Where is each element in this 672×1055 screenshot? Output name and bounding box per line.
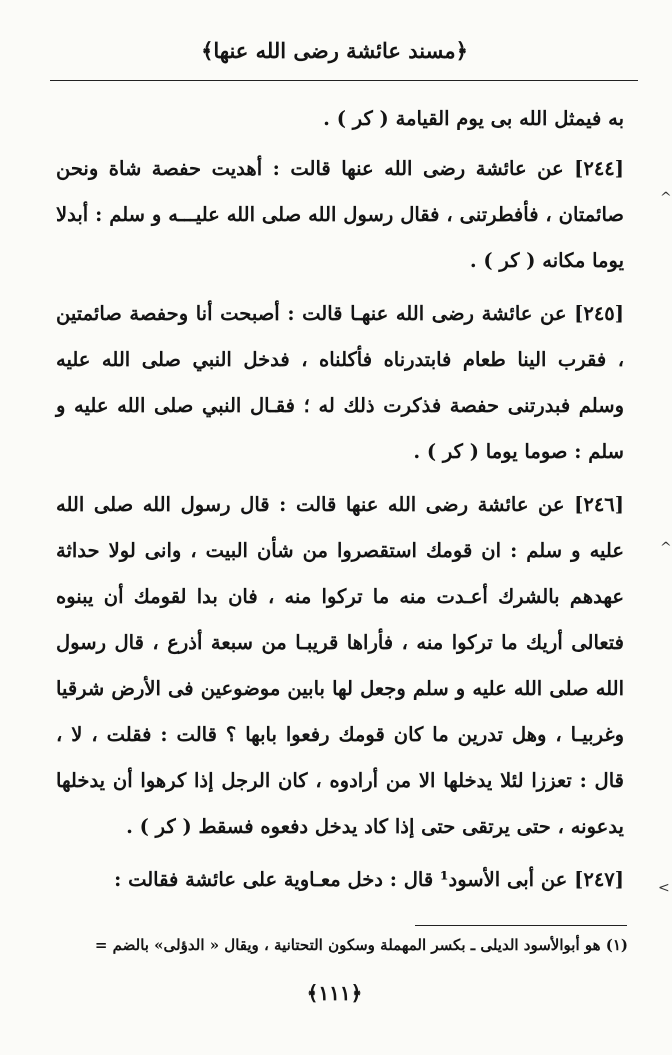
continuation-paragraph: به فيمثل الله بى يوم القيامة ( كر ) . bbox=[323, 107, 624, 130]
margin-mark-bottom: < bbox=[658, 880, 670, 896]
footnote: (١) هو أبوالأسود الديلى ـ بكسر المهملة وسكون التحتانية ، ويقال « الدؤلى» بالضم = bbox=[94, 936, 628, 954]
hadith-text-body bbox=[56, 96, 624, 910]
hadith-244: [٢٤٤] عن عائشة رضى الله عنها قالت : أهديت حفصة شاة ونحن صائمتان ، فأفطرتنى ، فقال رسول الله صلى الله عليـــه و سلم : أبدلا يوما مكانه ( كر ) . bbox=[56, 157, 624, 272]
margin-mark-middle: ^ bbox=[660, 540, 672, 556]
page-number: ﴿١١١﴾ bbox=[306, 981, 363, 1005]
hadith-247: [٢٤٧] عن أبى الأسود¹ قال : دخل معـاوية على عائشة فقالت : bbox=[114, 868, 624, 891]
margin-mark-top: ^ bbox=[660, 190, 672, 206]
footnote-divider bbox=[415, 925, 627, 926]
running-header: ﴿مسند عائشة رضى الله عنها﴾ bbox=[201, 38, 468, 63]
hadith-245: [٢٤٥] عن عائشة رضى الله عنهـا قالت : أصبحت أنا وحفصة صائمتين ، فقرب الينا طعام فابتدرناه فأكلناه ، فدخل النبي صلى الله عليه وسلم فبدرتنى حفصة فذكرت ذلك له ؛ فقـال النبي صلى الله عليه و سلم : صوما يوما ( كر ) . bbox=[56, 302, 624, 463]
hadith-246: [٢٤٦] عن عائشة رضى الله عنها قالت : قال رسول الله صلى الله عليه و سلم : ان قومك استقصروا من شأن البيت ، وانى لولا حداثة عهدهم بالشرك أعـدت منه ما تركوا منه ، فان بدا لقومك أن يبنوه فتعالى أريك ما تركوا منه ، فأراها قريبـا من سبعة أذرع ، قال رسول الله صلى الله عليه و سلم وجعل لها بابين موضوعين فى الأرض شرقيا وغربيـا ، وهل تدرين ما كان قومك رفعوا بابها ؟ قالت : فقلت ، لا ، قال : تعززا لئلا يدخلها الا من أرادوه ، كان الرجل إذا كرهوا أن يدخلها يدعونه ، حتى يرتقى حتى إذا كاد يدخل دفعوه فسقط ( كر ) . bbox=[56, 493, 624, 838]
header-divider bbox=[50, 80, 638, 81]
